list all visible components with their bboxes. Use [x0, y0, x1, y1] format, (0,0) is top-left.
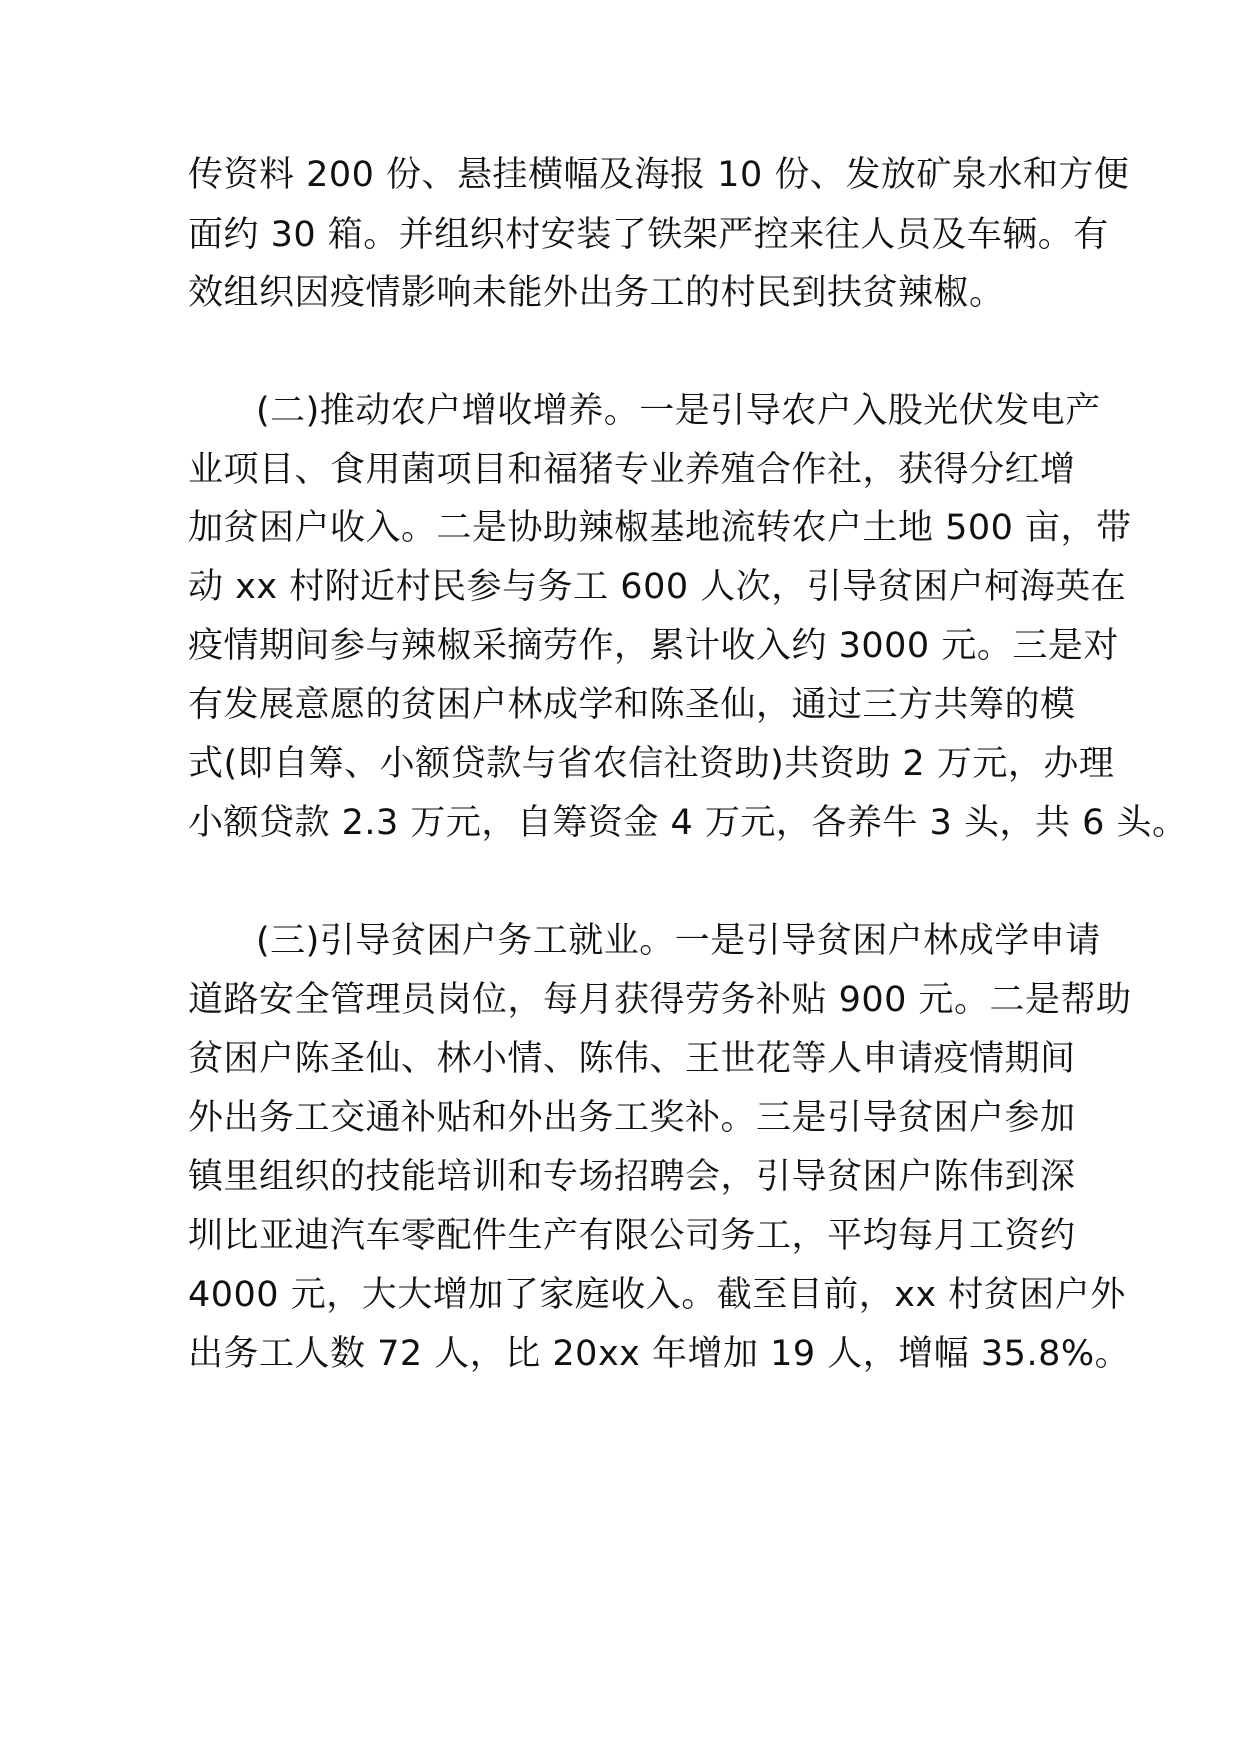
paragraph-2-line-1: (二)推动农户增收增养。一是引导农户入股光伏发电产 — [256, 391, 1101, 431]
paragraph-1-line-2: 面约 30 箱。并组织村安装了铁架严控来往人员及车辆。有 — [188, 215, 1109, 255]
paragraph-2-line-4: 动 xx 村附近村民参与务工 600 人次，引导贫困户柯海英在 — [188, 567, 1127, 607]
paragraph-3-line-2: 道路安全管理员岗位，每月获得劳务补贴 900 元。二是帮助 — [188, 980, 1132, 1020]
paragraph-2-line-8: 小额贷款 2.3 万元，自筹资金 4 万元，各养牛 3 头，共 6 头。 — [188, 803, 1188, 843]
paragraph-3-line-4: 外出务工交通补贴和外出务工奖补。三是引导贫困户参加 — [188, 1098, 1076, 1138]
paragraph-3-line-6: 圳比亚迪汽车零配件生产有限公司务工，平均每月工资约 — [188, 1216, 1076, 1256]
paragraph-2-line-7: 式(即自筹、小额贷款与省农信社资助)共资助 2 万元，办理 — [188, 744, 1115, 784]
paragraph-3-line-8: 出务工人数 72 人，比 20xx 年增加 19 人，增幅 35.8%。 — [188, 1334, 1131, 1374]
paragraph-1-line-3: 效组织因疫情影响未能外出务工的村民到扶贫辣椒。 — [188, 273, 1005, 313]
paragraph-2-line-3: 加贫困户收入。二是协助辣椒基地流转农户土地 500 亩，带 — [188, 508, 1132, 548]
paragraph-2-line-2: 业项目、食用菌项目和福猪专业养殖合作社，获得分红增 — [188, 450, 1076, 490]
paragraph-2-line-6: 有发展意愿的贫困户林成学和陈圣仙，通过三方共筹的模 — [188, 685, 1076, 725]
paragraph-1-line-1: 传资料 200 份、悬挂横幅及海报 10 份、发放矿泉水和方便 — [188, 155, 1130, 195]
paragraph-3-line-5: 镇里组织的技能培训和专场招聘会，引导贫困户陈伟到深 — [188, 1157, 1076, 1197]
paragraph-2-line-5: 疫情期间参与辣椒采摘劳作，累计收入约 3000 元。三是对 — [188, 626, 1119, 666]
paragraph-3-line-3: 贫困户陈圣仙、林小情、陈伟、王世花等人申请疫情期间 — [188, 1039, 1076, 1079]
paragraph-3-line-7: 4000 元，大大增加了家庭收入。截至目前，xx 村贫困户外 — [188, 1275, 1126, 1315]
paragraph-3-line-1: (三)引导贫困户务工就业。一是引导贫困户林成学申请 — [256, 921, 1101, 961]
